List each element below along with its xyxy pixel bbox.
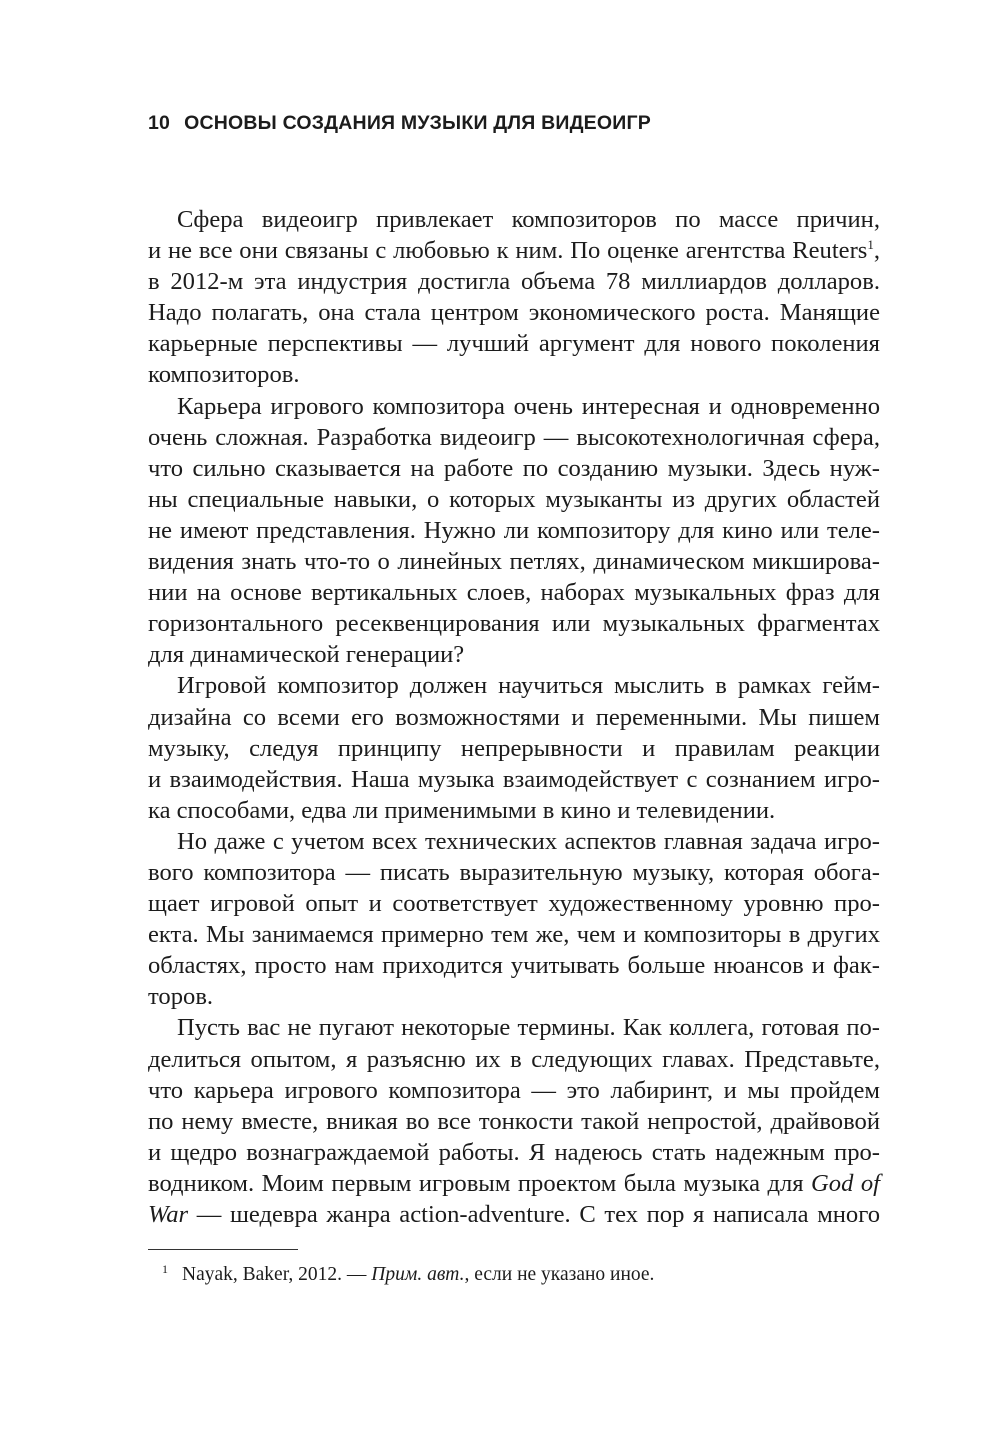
text-line: ны специальные навыки, о которых музыканты из других областей — [148, 485, 880, 513]
text-line: горизонтального ресеквенцирования или музыкальных фрагментах — [148, 610, 880, 638]
text-line: екта. Мы занимаемся примерно тем же, чем и композиторы в других — [148, 921, 880, 949]
text-line: для динамической генерации? — [148, 641, 465, 669]
running-header — [148, 112, 651, 135]
text-line: видения знать что-то о линейных петлях, динамическом микширова- — [148, 548, 880, 576]
italic-title: War — [148, 1201, 189, 1228]
text-line: что сильно сказывается на работе по созданию музыки. Здесь нуж- — [148, 454, 880, 482]
footnote-text-end: , если не указано иное. — [464, 1264, 655, 1285]
text-line: Пусть вас не пугают некоторые термины. Как коллега, готовая по- — [177, 1014, 880, 1042]
text-line: нии на основе вертикальных слоев, наборах музыкальных фраз для — [148, 579, 880, 607]
text-line: что карьера игрового композитора — это лабиринт, и мы пройдем — [148, 1076, 880, 1104]
footnote-italic: Прим. авт. — [371, 1264, 465, 1285]
text-line: по нему вместе, вникая во все тонкости такой непростой, драйвовой — [148, 1107, 880, 1135]
text-line: Игровой композитор должен научиться мыслить в рамках гейм- — [177, 672, 880, 700]
text-line: делиться опытом, я разъясню их в следующих главах. Представьте, — [148, 1045, 880, 1073]
footnote: 1 Nayak, Baker, 2012. — Прим. авт., если не указано иное. — [162, 1262, 655, 1285]
text-line: Надо полагать, она стала центром экономического роста. Манящие — [148, 299, 880, 327]
footnote-reference[interactable]: 1 — [867, 237, 874, 253]
text-line: Карьера игрового композитора очень интересная и одновременно — [177, 392, 880, 420]
footnote-text: Nayak, Baker, 2012. — — [182, 1264, 372, 1285]
text-fragment: и не все они связаны с любовью к ним. По оценке агентства Reuters — [148, 237, 868, 265]
text-line: композиторов. — [148, 361, 300, 389]
text-line: областях, просто нам приходится учитывать больше нюансов и фак- — [148, 952, 880, 980]
text-line — [148, 1199, 880, 1230]
text-line: Но даже с учетом всех технических аспектов главная задача игро- — [177, 827, 880, 855]
text-line: щает игровой опыт и соответствует художественному уровню про- — [148, 890, 880, 918]
text-fragment: водником. Моим первым игровым проектом была музыка для — [148, 1169, 812, 1197]
text-fragment: — шедевра жанра action-adventure. С тех пор я написала много — [188, 1201, 880, 1228]
text-line: вого композитора — писать выразительную музыку, которая обога- — [148, 858, 880, 886]
text-line: Сфера видеоигр привлекает композиторов по массе причин, — [177, 206, 880, 233]
body-text — [148, 204, 880, 1230]
text-line — [148, 1168, 880, 1199]
footnote-divider — [148, 1249, 298, 1250]
text-line: торов. — [148, 983, 214, 1011]
text-line: карьерные перспективы — лучший аргумент для нового поколения — [148, 330, 880, 358]
page-number: 10 — [148, 112, 171, 134]
text-line: и щедро вознаграждаемой работы. Я надеюсь стать надежным про- — [148, 1138, 880, 1166]
text-line: ка способами, едва ли применимыми в кино и телевидении. — [148, 796, 776, 824]
text-line: в 2012-м эта индустрия достигла объема 78 миллиардов долларов. — [148, 268, 880, 296]
text-line: не имеют представления. Нужно ли композитору для кино или теле- — [148, 516, 880, 544]
text-line — [148, 235, 880, 266]
text-line: музыку, следуя принципу непрерывности и правилам реакции — [148, 734, 880, 762]
text-line: дизайна со всеми его возможностями и переменными. Мы пишем — [148, 703, 880, 731]
text-line: и взаимодействия. Наша музыка взаимодействует с сознанием игро- — [148, 765, 880, 793]
text-fragment: , — [873, 237, 880, 265]
running-title: ОСНОВЫ СОЗДАНИЯ МУЗЫКИ ДЛЯ ВИДЕОИГР — [184, 112, 651, 134]
text-line: очень сложная. Разработка видеоигр — высокотехнологичная сфера, — [148, 423, 880, 451]
italic-title: God of — [811, 1169, 880, 1197]
